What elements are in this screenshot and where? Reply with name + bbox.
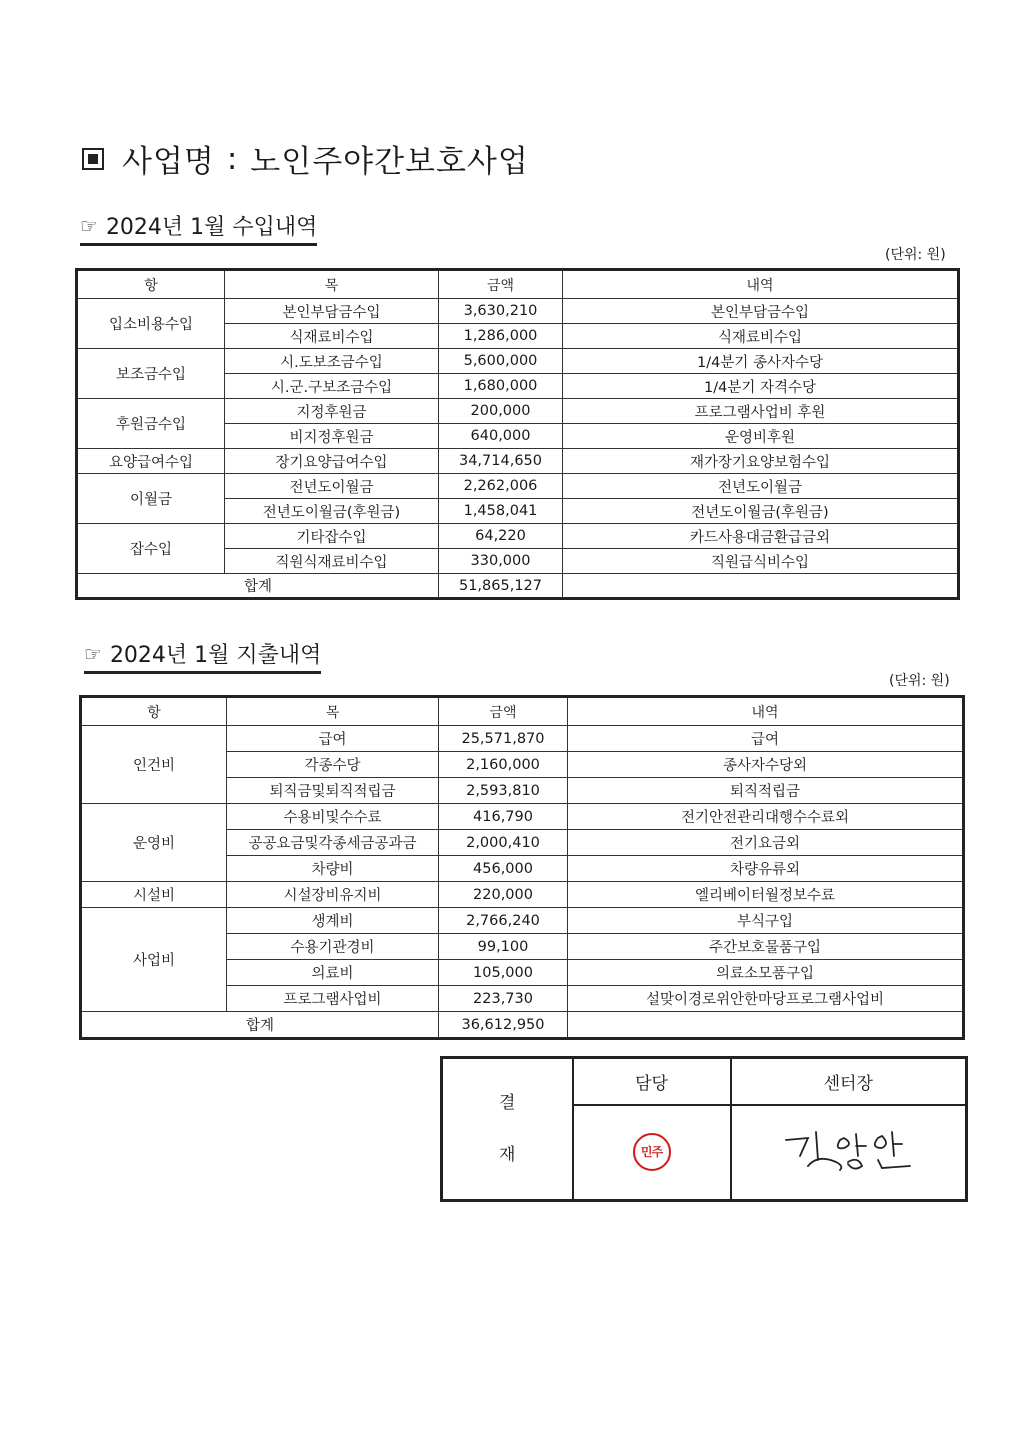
total-amount: 51,865,127 bbox=[439, 574, 563, 599]
total-label: 합계 bbox=[77, 574, 439, 599]
amount-cell: 223,730 bbox=[439, 986, 568, 1012]
title-label: 사업명 bbox=[122, 144, 215, 180]
table-row bbox=[77, 474, 959, 499]
detail-cell: 의료소모품구입 bbox=[568, 960, 964, 986]
hang-cell: 후원금수입 bbox=[77, 399, 225, 449]
total-detail bbox=[563, 574, 959, 599]
detail-cell: 본인부담금수입 bbox=[563, 299, 959, 324]
table-row bbox=[77, 299, 959, 324]
title-value: 노인주야간보호사업 bbox=[250, 144, 529, 180]
hang-cell: 입소비용수입 bbox=[77, 299, 225, 349]
detail-cell: 전기안전관리대행수수료외 bbox=[568, 804, 964, 830]
detail-cell: 차량유류외 bbox=[568, 856, 964, 882]
staff-stamp-cell bbox=[573, 1105, 731, 1201]
hang-cell: 운영비 bbox=[81, 804, 227, 882]
hang-cell: 보조금수입 bbox=[77, 349, 225, 399]
mok-cell: 전년도이월금 bbox=[225, 474, 439, 499]
detail-cell: 카드사용대금환급금외 bbox=[563, 524, 959, 549]
table-row bbox=[81, 804, 964, 830]
detail-cell: 직원급식비수입 bbox=[563, 549, 959, 574]
pointing-hand-icon: ☞ bbox=[80, 213, 98, 238]
hang-cell: 요양급여수입 bbox=[77, 449, 225, 474]
mok-cell: 차량비 bbox=[227, 856, 439, 882]
total-label: 합계 bbox=[81, 1012, 439, 1039]
table-row bbox=[81, 882, 964, 908]
header-amount: 금액 bbox=[439, 697, 568, 726]
detail-cell: 운영비후원 bbox=[563, 424, 959, 449]
mok-cell: 각종수당 bbox=[227, 752, 439, 778]
amount-cell: 3,630,210 bbox=[439, 299, 563, 324]
hang-cell: 이월금 bbox=[77, 474, 225, 524]
amount-cell: 1,286,000 bbox=[439, 324, 563, 349]
amount-cell: 200,000 bbox=[439, 399, 563, 424]
amount-cell: 2,160,000 bbox=[439, 752, 568, 778]
total-detail bbox=[568, 1012, 964, 1039]
expense-unit: (단위: 원) bbox=[889, 673, 950, 689]
income-title-text: 2024년 1월 수입내역 bbox=[105, 215, 318, 240]
table-row bbox=[81, 908, 964, 934]
header-mok: 목 bbox=[225, 270, 439, 299]
amount-cell: 25,571,870 bbox=[439, 726, 568, 752]
signature-scribble bbox=[778, 1126, 918, 1174]
amount-cell: 640,000 bbox=[439, 424, 563, 449]
detail-cell: 설맞이경로위안한마당프로그램사업비 bbox=[568, 986, 964, 1012]
approval-label-top: 결 bbox=[499, 1093, 516, 1113]
detail-cell: 프로그램사업비 후원 bbox=[563, 399, 959, 424]
table-row bbox=[77, 349, 959, 374]
amount-cell: 1,680,000 bbox=[439, 374, 563, 399]
detail-cell: 퇴직적립금 bbox=[568, 778, 964, 804]
director-signature bbox=[778, 1126, 918, 1179]
mok-cell: 수용비및수수료 bbox=[227, 804, 439, 830]
mok-cell: 생계비 bbox=[227, 908, 439, 934]
mok-cell: 장기요양급여수입 bbox=[225, 449, 439, 474]
mok-cell: 직원식재료비수입 bbox=[225, 549, 439, 574]
expense-section-title bbox=[84, 638, 321, 674]
expense-header-row bbox=[81, 697, 964, 726]
table-row bbox=[77, 449, 959, 474]
hang-cell: 인건비 bbox=[81, 726, 227, 804]
director-header: 센터장 bbox=[731, 1058, 967, 1105]
detail-cell: 전년도이월금(후원금) bbox=[563, 499, 959, 524]
income-unit: (단위: 원) bbox=[885, 247, 946, 263]
header-hang: 항 bbox=[77, 270, 225, 299]
table-row bbox=[77, 399, 959, 424]
amount-cell: 1,458,041 bbox=[439, 499, 563, 524]
mok-cell: 프로그램사업비 bbox=[227, 986, 439, 1012]
pointing-hand-icon: ☞ bbox=[84, 641, 102, 666]
mok-cell: 시설장비유지비 bbox=[227, 882, 439, 908]
table-row bbox=[81, 726, 964, 752]
hang-cell: 사업비 bbox=[81, 908, 227, 1012]
amount-cell: 99,100 bbox=[439, 934, 568, 960]
amount-cell: 2,000,410 bbox=[439, 830, 568, 856]
detail-cell: 식재료비수입 bbox=[563, 324, 959, 349]
header-hang: 항 bbox=[81, 697, 227, 726]
staff-seal-stamp: 민주 bbox=[633, 1133, 671, 1171]
income-table bbox=[75, 268, 960, 600]
director-signature-cell bbox=[731, 1105, 967, 1201]
mok-cell: 시.군.구보조금수입 bbox=[225, 374, 439, 399]
expense-title-text: 2024년 1월 지출내역 bbox=[109, 643, 322, 668]
detail-cell: 1/4분기 자격수당 bbox=[563, 374, 959, 399]
approval-header-row bbox=[442, 1058, 967, 1105]
amount-cell: 2,262,006 bbox=[439, 474, 563, 499]
square-bullet-icon bbox=[82, 148, 104, 170]
amount-cell: 456,000 bbox=[439, 856, 568, 882]
approval-label-bottom: 재 bbox=[499, 1145, 516, 1165]
detail-cell: 재가장기요양보험수입 bbox=[563, 449, 959, 474]
header-detail: 내역 bbox=[563, 270, 959, 299]
amount-cell: 5,600,000 bbox=[439, 349, 563, 374]
mok-cell: 기타잡수입 bbox=[225, 524, 439, 549]
amount-cell: 105,000 bbox=[439, 960, 568, 986]
total-row bbox=[77, 574, 959, 599]
header-detail: 내역 bbox=[568, 697, 964, 726]
mok-cell: 수용기관경비 bbox=[227, 934, 439, 960]
detail-cell: 주간보호물품구입 bbox=[568, 934, 964, 960]
detail-cell: 전기요금외 bbox=[568, 830, 964, 856]
hang-cell: 잡수입 bbox=[77, 524, 225, 574]
amount-cell: 330,000 bbox=[439, 549, 563, 574]
expense-table bbox=[79, 695, 965, 1040]
income-section-title bbox=[80, 210, 317, 246]
title-colon: : bbox=[226, 140, 239, 177]
hang-cell: 시설비 bbox=[81, 882, 227, 908]
header-amount: 금액 bbox=[439, 270, 563, 299]
mok-cell: 급여 bbox=[227, 726, 439, 752]
mok-cell: 본인부담금수입 bbox=[225, 299, 439, 324]
detail-cell: 급여 bbox=[568, 726, 964, 752]
mok-cell: 퇴직금및퇴직적립금 bbox=[227, 778, 439, 804]
mok-cell: 의료비 bbox=[227, 960, 439, 986]
total-amount: 36,612,950 bbox=[439, 1012, 568, 1039]
detail-cell: 전년도이월금 bbox=[563, 474, 959, 499]
mok-cell: 공공요금및각종세금공과금 bbox=[227, 830, 439, 856]
page-title bbox=[82, 136, 529, 181]
mok-cell: 비지정후원금 bbox=[225, 424, 439, 449]
table-row bbox=[77, 524, 959, 549]
mok-cell: 전년도이월금(후원금) bbox=[225, 499, 439, 524]
detail-cell: 종사자수당외 bbox=[568, 752, 964, 778]
mok-cell: 시.도보조금수입 bbox=[225, 349, 439, 374]
detail-cell: 1/4분기 종사자수당 bbox=[563, 349, 959, 374]
approval-side-label bbox=[442, 1058, 573, 1201]
approval-box bbox=[440, 1056, 968, 1202]
mok-cell: 식재료비수입 bbox=[225, 324, 439, 349]
detail-cell: 부식구입 bbox=[568, 908, 964, 934]
amount-cell: 64,220 bbox=[439, 524, 563, 549]
amount-cell: 2,593,810 bbox=[439, 778, 568, 804]
amount-cell: 220,000 bbox=[439, 882, 568, 908]
amount-cell: 34,714,650 bbox=[439, 449, 563, 474]
income-header-row bbox=[77, 270, 959, 299]
staff-header: 담당 bbox=[573, 1058, 731, 1105]
amount-cell: 416,790 bbox=[439, 804, 568, 830]
total-row bbox=[81, 1012, 964, 1039]
mok-cell: 지정후원금 bbox=[225, 399, 439, 424]
header-mok: 목 bbox=[227, 697, 439, 726]
detail-cell: 엘리베이터월정보수료 bbox=[568, 882, 964, 908]
amount-cell: 2,766,240 bbox=[439, 908, 568, 934]
